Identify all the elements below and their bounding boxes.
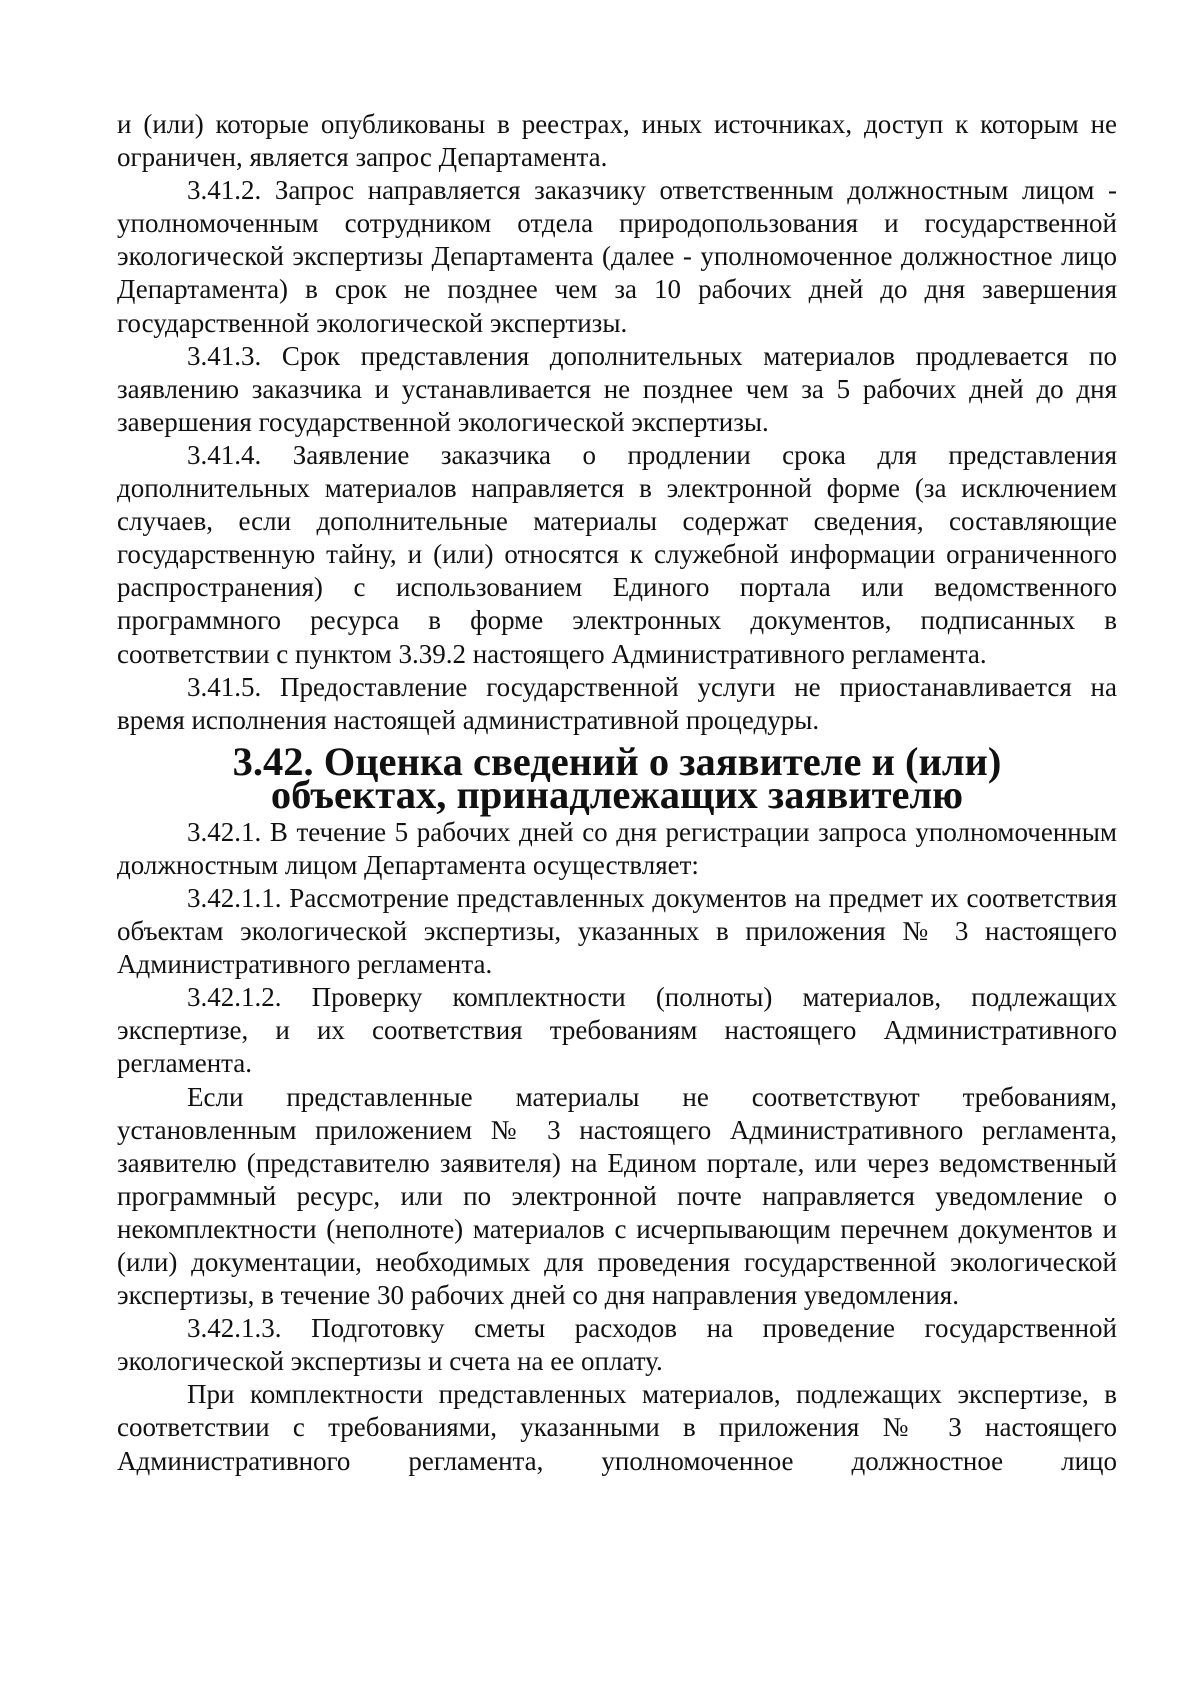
paragraph-3-42-1-2: 3.42.1.2. Проверку комплектности (полноты) материалов, подлежащих экспертизе, и их соответствия требованиям настоящего Административного регламента.	[117, 982, 1117, 1079]
paragraph-3-41-3: 3.41.3. Срок представления дополнительных материалов продлевается по заявлению заказчика и устанавливается не позднее чем за 5 рабочих дней до дня завершения государственной экологической экспертизы.	[117, 340, 1117, 437]
paragraph-continuation: и (или) которые опубликованы в реестрах, иных источниках, доступ к которым не ограничен, является запрос Департамента.	[117, 109, 1117, 173]
paragraph-3-41-2: 3.41.2. Запрос направляется заказчику ответственным должностным лицом - уполномоченным сотрудником отдела природопользования и государственной экологической экспертизы Департамента (далее - уполномоченное должностное лицо Департамента) в срок не позднее чем за 10 рабочих дней до дня завершения государственной экологической экспертизы.	[117, 175, 1117, 338]
paragraph-3-41-4: 3.41.4. Заявление заказчика о продлении срока для представления дополнительных материалов направляется в электронной форме (за исключением случаев, если дополнительные материалы содержат сведения, составляющие государственную тайну, и (или) относятся к служебной информации ограниченного распространения) с использованием Единого портала или ведомственного программного ресурса в форме электронных документов, подписанных в соответствии с пунктом 3.39.2 настоящего Административного регламента.	[117, 439, 1117, 669]
section-heading-3-42: 3.42. Оценка сведений о заявителе и (или) объектах, принадлежащих заявителю	[232, 738, 1002, 817]
paragraph-3-41-5: 3.41.5. Предоставление государственной услуги не приостанавливается на время исполнения настоящей административной процедуры.	[117, 671, 1117, 735]
paragraph-3-42-1-1: 3.42.1.1. Рассмотрение представленных документов на предмет их соответствия объектам экологической экспертизы, указанных в приложения № 3 настоящего Административного регламента.	[117, 882, 1117, 980]
paragraph-incomplete-materials: Если представленные материалы не соответствуют требованиям, установленным приложением № 3 настоящего Административного регламента, заявителю (представителю заявителя) на Едином портале, или через ведомственный программный ресурс, или по электронной почте направляется уведомление о некомплектности (неполноте) материалов с исчерпывающим перечнем документов и (или) документации, необходимых для проведения государственной экологической экспертизы, в течение 30 рабочих дней со дня направления уведомления.	[117, 1081, 1117, 1311]
paragraph-complete-materials: При комплектности представленных материалов, подлежащих экспертизе, в соответствии с требованиями, указанными в приложения № 3 настоящего Административного регламента, уполномоченное должностное лицо	[117, 1379, 1117, 1476]
document-page	[117, 108, 1117, 1478]
paragraph-3-42-1-3: 3.42.1.3. Подготовку сметы расходов на проведение государственной экологической экспертизы и счета на ее оплату.	[117, 1313, 1117, 1377]
paragraph-3-42-1: 3.42.1. В течение 5 рабочих дней со дня регистрации запроса уполномоченным должностным лицом Департамента осуществляет:	[117, 816, 1117, 880]
